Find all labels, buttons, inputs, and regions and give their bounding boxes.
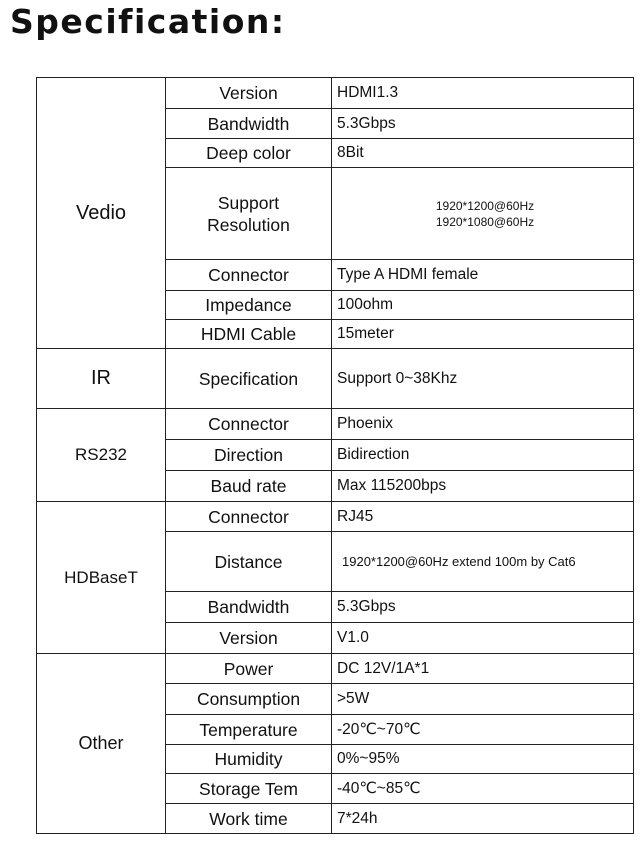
param-cell: Distance (166, 532, 332, 592)
param-cell: Specification (166, 349, 332, 409)
value-line: 1920*1080@60Hz (435, 214, 535, 229)
table-row (37, 349, 634, 409)
value-cell: 5.3Gbps (332, 592, 634, 623)
specification-table (36, 77, 634, 834)
value-cell: RJ45 (332, 502, 634, 532)
table-row (37, 409, 634, 440)
value-cell: 0%~95% (332, 745, 634, 774)
value-cell: 5.3Gbps (332, 109, 634, 139)
value-cell: 100ohm (332, 291, 634, 320)
param-line: Resolution (207, 214, 290, 235)
param-cell: Impedance (166, 291, 332, 320)
value-cell: Max 115200bps (332, 471, 634, 502)
value-cell: V1.0 (332, 623, 634, 654)
param-cell: Version (166, 78, 332, 109)
param-cell: Storage Tem (166, 774, 332, 804)
param-cell: Connector (166, 409, 332, 440)
param-cell: Connector (166, 502, 332, 532)
value-cell: -20℃~70℃ (332, 715, 634, 745)
param-cell (166, 168, 332, 260)
param-cell: Humidity (166, 745, 332, 774)
table-row (37, 654, 634, 684)
group-label-vedio: Vedio (37, 78, 166, 349)
param-cell: Consumption (166, 684, 332, 715)
value-cell: Phoenix (332, 409, 634, 440)
param-cell: Power (166, 654, 332, 684)
value-cell: Type A HDMI female (332, 260, 634, 291)
group-label-hdbaset: HDBaseT (37, 502, 166, 654)
table-row (37, 502, 634, 532)
value-cell (332, 168, 634, 260)
param-cell: Bandwidth (166, 109, 332, 139)
value-cell: >5W (332, 684, 634, 715)
value-line: 1920*1200@60Hz (435, 198, 535, 213)
value-cell: Bidirection (332, 440, 634, 471)
value-cell: -40℃~85℃ (332, 774, 634, 804)
param-cell: Temperature (166, 715, 332, 745)
group-label-ir: IR (37, 349, 166, 409)
param-cell: Deep color (166, 139, 332, 168)
group-label-other: Other (37, 654, 166, 834)
param-cell: Connector (166, 260, 332, 291)
group-label-rs232: RS232 (37, 409, 166, 502)
param-cell: Work time (166, 804, 332, 834)
param-cell: Version (166, 623, 332, 654)
value-cell: 15meter (332, 320, 634, 349)
param-line: Support (217, 192, 280, 213)
value-cell: 7*24h (332, 804, 634, 834)
page-title: Specification: (10, 2, 286, 41)
param-cell: Bandwidth (166, 592, 332, 623)
param-cell: Direction (166, 440, 332, 471)
param-cell: Baud rate (166, 471, 332, 502)
value-cell: 1920*1200@60Hz extend 100m by Cat6 (332, 532, 634, 592)
value-cell: DC 12V/1A*1 (332, 654, 634, 684)
value-cell: Support 0~38Khz (332, 349, 634, 409)
value-cell: 8Bit (332, 139, 634, 168)
value-cell: HDMI1.3 (332, 78, 634, 109)
table-row (37, 78, 634, 109)
param-cell: HDMI Cable (166, 320, 332, 349)
